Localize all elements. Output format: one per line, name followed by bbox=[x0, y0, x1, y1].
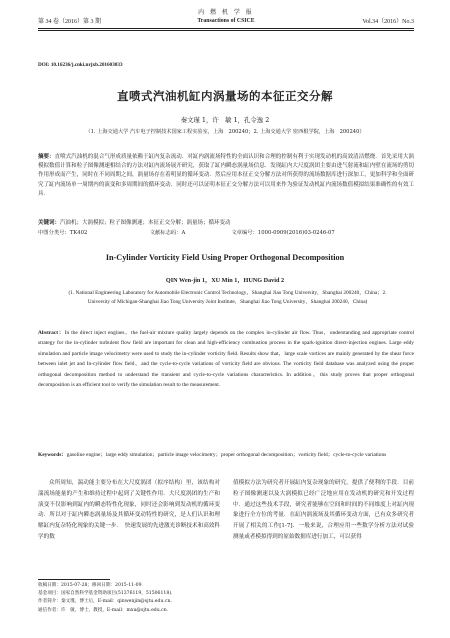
doi[interactable]: DOI: 10.16236/j.cnki.nrjxb.201603033 bbox=[38, 62, 123, 68]
keywords-en-label: Keywords： bbox=[38, 452, 67, 458]
article-number: 文章编号：1000-0909(2016)03-0246-07 bbox=[231, 230, 335, 236]
header-volume: 第 34 卷（2016）第 3 期 bbox=[38, 19, 102, 25]
footnote-corresponding: 通信作者：许 敏，博士，教授，E-mail：mxu@sjtu.edu.cn． bbox=[38, 607, 172, 613]
body-column-right bbox=[233, 478, 414, 543]
abstract-cn-label: 摘要： bbox=[38, 154, 55, 160]
keywords-cn bbox=[38, 218, 414, 226]
body-paragraph: 众所周知，湍动能主要分布在大尺度涡团（拟序结构）里，该结构对湍流场能量的产生和维持过程中起到了关键性作用．大尺度涡团的生产和演变不仅影响到缸内的瞬态特性化现象，同时还会影响到发动机的循环变动．所以对于缸内瞬态涡量场及其循环变动特性的研究，是人们认识和理解缸内复杂特化现象的关键一步． 快速发展的先进激光诊断技术和高效科学的数 bbox=[38, 480, 220, 540]
keywords-en bbox=[38, 450, 414, 460]
title-en: In-Cylinder Vorticity Field Using Proper Orthogonal Decomposition bbox=[105, 253, 345, 262]
abstract-cn bbox=[38, 153, 414, 199]
body-paragraph: 值模拟方法为研究者开展缸内复杂现象的研究，提供了便利的手段．目前粒子图像测速以及大涡模拟已经广泛地应用在发动机的研究和开发过程中．通过这些技术手段，研究者能够在空间和时间的不同维度上对缸内现象进行全方位的考量．在缸内涡流场及其循环变动方面，已有众多研究者开展了相关的工作[1-7]．一般来说，合理应用一些数学分析方法对试验测量或者模拟得到的原始数据库进行加工，可以获得 bbox=[233, 480, 414, 540]
document-code: 文献标志码：A bbox=[149, 230, 186, 236]
header-journal-cn: 内 燃 机 学 报 bbox=[198, 9, 254, 16]
footnote-rule bbox=[38, 579, 110, 580]
abstract-en bbox=[38, 328, 414, 390]
keywords-cn-label: 关键词： bbox=[38, 220, 61, 226]
footnotes bbox=[38, 582, 220, 615]
affiliation-en: (1. National Engineering Laboratory for Automobile Electronic Control Technology，Shanghai Jiao Tong University，Shanghai 200240，China；2. University of Michigan-Shanghai Jiao Tong University Joint Institute，Shanghai Jiao Tong University，Shanghai 200240，China) bbox=[68, 290, 387, 305]
keywords-en-text: gasoline engine；large eddy simulation；particle image velocimetry；proper orthogonal decomposition；vorticity field；cycle-to-cycle variations bbox=[66, 452, 387, 458]
abstract-en-label: Abstract： bbox=[38, 330, 65, 336]
running-header bbox=[38, 6, 414, 30]
affiliation-cn: （1. 上海交通大学 汽车电子控制技术国家工程实验室，上海 200240；2. 上海交通大学 密西根学院，上海 200240） bbox=[85, 129, 365, 135]
header-volume-en: Vol.34（2016）No.3 bbox=[362, 19, 414, 25]
clc-number: 中图分类号：TK402 bbox=[38, 230, 88, 236]
footnote-author: 作者简介：秦文瑾，博士后，E-mail：qinwenjin@sjtu.edu.cn． bbox=[38, 599, 176, 605]
abstract-cn-text: 直喷式汽油机的混合气形成质量依赖于缸内复杂流动．对缸内涡流场特性的全面认识和合理的控制有利于实现发动机的高效清洁燃烧．首先采用大涡模拟数值计算和粒子图像测速相结合的方法对缸内流场展开研究，获取了缸内瞬态涡量场信息．发现缸内大尺度涡团主要由进气射流和缸内壁在流场的剪切作用形成而产生，同时在不同周期之间，涡量场存在着明显的循环变动．然后应用本征正交分解方法对所获得的流场数据库进行深加工，更加科学和全面研究了缸内流场单一周期内的演变和多周期间的循环变动．同时还可以证明本征正交分解方法可以用来作为验证发动机缸内流场数值模拟结果准确性的有效工具． bbox=[38, 154, 414, 197]
header-journal-en: Transactions of CSICE bbox=[197, 18, 255, 24]
abstract-en-text: In the direct inject engines，the fuel-air mixture quality largely depends on the complex in-cylinder air flow. Thus，understanding and appropriate control strategy for the in-cylinder turbulent flow field are important for clean and high-efficiency combustion process in the spark-ignition direct-injection engines. Large eddy simulation and particle image velocimetry were used to study the in-cylinder vorticity field. Results show that，large scale vortices are mainly generated by the shear force between inlet jet and In-cylinder flow field，and the cycle-to-cycle variations of vorticity field are obvious. The vorticity field database was analyzed using the proper orthogonal decomposition method to understand the transient and cycle-to-cycle variations characteristics. In addition，this study proves that proper orthogonal decomposition is an efficient tool to verify the simulation result to the measurement. bbox=[38, 330, 415, 389]
footnote-received: 收稿日期：2015-07-28；修回日期：2015-11-09． bbox=[38, 583, 147, 588]
classification-line bbox=[38, 228, 414, 236]
header-rule bbox=[38, 28, 414, 29]
keywords-cn-text: 汽油机；大涡模拟；粒子图像测速；本征正交分解；涡量场；循环变动 bbox=[60, 220, 231, 226]
header-journal bbox=[38, 9, 414, 25]
authors-cn: 秦文瑾 1，许 敏 1，孔令逸 2 bbox=[180, 116, 270, 124]
header-rule-thin bbox=[38, 30, 414, 31]
title-cn: 直喷式汽油机缸内涡量场的本征正交分解 bbox=[117, 89, 333, 103]
authors-en: QIN Wen-jin 1，XU Min 1，HUNG David 2 bbox=[165, 277, 285, 284]
footnote-fund: 基金项目：国家自然科学基金资助项目(51376119，51506118)． bbox=[38, 591, 176, 597]
body-column-left bbox=[38, 478, 220, 543]
